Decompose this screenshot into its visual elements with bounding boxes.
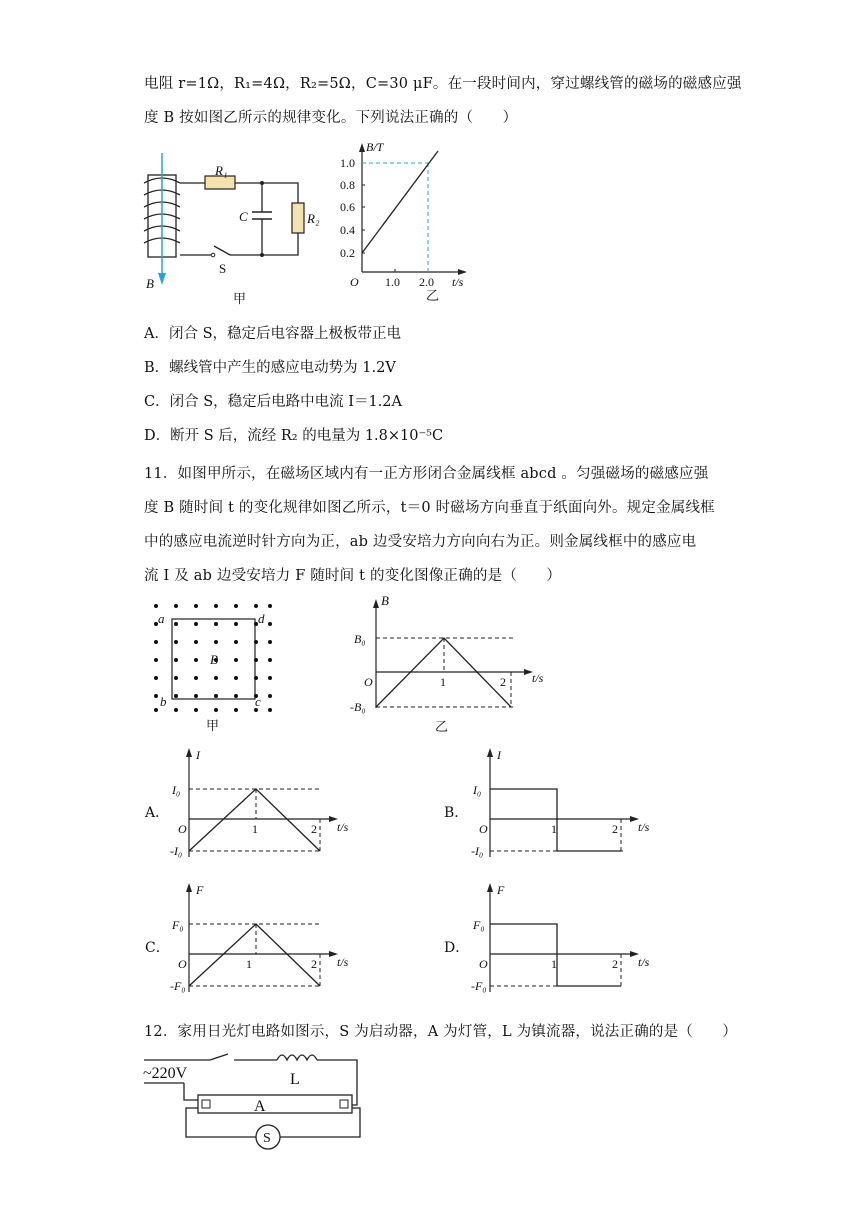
q11-line-4: 流 I 及 ab 边受安培力 F 随时间 t 的变化图像正确的是（ ） xyxy=(144,568,562,584)
svg-text:2: 2 xyxy=(311,822,317,836)
field-dot xyxy=(194,640,198,644)
svg-text:0.4: 0.4 xyxy=(340,223,355,237)
field-dot xyxy=(174,694,178,698)
q11-line-1: 11．如图甲所示，在磁场区域内有一正方形闭合金属线框 abcd 。匀强磁场的磁感应强 xyxy=(144,466,709,482)
q10-option-a: A．闭合 S，稳定后电容器上极板带正电 xyxy=(144,326,402,342)
s-label: S xyxy=(219,261,227,276)
starter-label: S xyxy=(263,1131,271,1146)
option-c-label: C． xyxy=(145,940,170,956)
field-dot xyxy=(154,676,158,680)
svg-text:1: 1 xyxy=(252,822,258,836)
field-dot xyxy=(254,676,258,680)
svg-text:O: O xyxy=(178,957,187,971)
field-dot xyxy=(268,658,272,662)
svg-text:1: 1 xyxy=(551,822,557,836)
field-dot xyxy=(174,640,178,644)
q10-circuit-diagram xyxy=(140,145,320,306)
svg-text:I: I xyxy=(196,748,200,762)
option-d-label: D． xyxy=(444,940,470,956)
svg-text:O: O xyxy=(178,822,187,836)
svg-text:1: 1 xyxy=(551,957,557,971)
field-dot xyxy=(268,708,272,712)
svg-text:t/s: t/s xyxy=(337,820,349,834)
field-dot xyxy=(234,604,238,608)
option-a-graph xyxy=(170,745,355,865)
svg-text:F: F xyxy=(196,883,204,897)
field-dot xyxy=(194,676,198,680)
svg-text:B/T: B/T xyxy=(366,140,384,154)
field-dot xyxy=(154,694,158,698)
field-dot xyxy=(234,708,238,712)
field-dot xyxy=(194,694,198,698)
voltage-label: ~220V xyxy=(143,1065,188,1082)
field-dot xyxy=(194,622,198,626)
c-label: C xyxy=(239,209,248,224)
svg-text:B: B xyxy=(381,593,389,608)
q10-option-c: C．闭合 S，稳定后电路中电流 I＝1.2A xyxy=(144,394,403,410)
svg-text:b: b xyxy=(160,694,167,709)
q10-option-b: B．螺线管中产生的感应电动势为 1.2V xyxy=(144,360,396,376)
svg-text:t/s: t/s xyxy=(638,955,650,969)
field-dot xyxy=(268,640,272,644)
b-label: B xyxy=(146,276,154,291)
svg-text:0.6: 0.6 xyxy=(340,200,355,214)
svg-text:2.0: 2.0 xyxy=(419,275,434,289)
svg-text:-I₀: -I₀ xyxy=(471,844,484,858)
svg-text:1.0: 1.0 xyxy=(340,156,355,170)
option-a-label: A． xyxy=(145,805,170,821)
field-dot xyxy=(154,658,158,662)
field-dot xyxy=(174,658,178,662)
svg-text:0.2: 0.2 xyxy=(340,246,355,260)
q10-bt-graph xyxy=(340,140,480,305)
option-b-label: B． xyxy=(444,805,469,821)
svg-text:a: a xyxy=(158,611,165,626)
field-dot xyxy=(214,622,218,626)
svg-text:0.8: 0.8 xyxy=(340,178,355,192)
svg-text:t/s: t/s xyxy=(452,275,464,289)
q12-fluorescent-circuit xyxy=(142,1050,372,1155)
field-dot xyxy=(234,676,238,680)
field-dot xyxy=(174,676,178,680)
option-b-graph xyxy=(471,745,656,865)
svg-text:-F₀: -F₀ xyxy=(170,979,186,993)
inductor-label: L xyxy=(290,1071,300,1088)
q12-line-1: 12．家用日光灯电路如图示，S 为启动器，A 为灯管，L 为镇流器，说法正确的是（ ） xyxy=(144,1024,738,1040)
field-dot xyxy=(234,640,238,644)
fig-yi-caption: 乙 xyxy=(426,288,440,303)
q11-line-2: 度 B 随时间 t 的变化规律如图乙所示，t＝0 时磁场方向垂直于纸面向外。规定金属线框 xyxy=(144,500,715,516)
svg-text:2: 2 xyxy=(612,957,618,971)
svg-text:d: d xyxy=(258,611,265,626)
svg-text:c: c xyxy=(255,694,261,709)
svg-text:2: 2 xyxy=(311,957,317,971)
field-dot xyxy=(268,694,272,698)
svg-text:t/s: t/s xyxy=(337,955,349,969)
field-dot xyxy=(254,658,258,662)
q10-line-1: 电阻 r=1Ω，R₁=4Ω，R₂=5Ω，C=30 μF。在一段时间内，穿过螺线管的磁场的磁感应强 xyxy=(144,76,742,92)
svg-text:F₀: F₀ xyxy=(172,918,184,932)
svg-text:O: O xyxy=(364,675,373,689)
svg-text:-I₀: -I₀ xyxy=(170,844,183,858)
field-dot xyxy=(194,658,198,662)
q10-line-2: 度 B 按如图乙所示的规律变化。下列说法正确的（ ） xyxy=(144,110,518,126)
q11-bt-graph xyxy=(350,594,565,739)
field-dot xyxy=(234,658,238,662)
svg-text:F: F xyxy=(497,883,505,897)
svg-text:O: O xyxy=(479,957,488,971)
tube-label: A xyxy=(254,1098,266,1115)
q11-fig-jia-caption: 甲 xyxy=(206,718,220,733)
svg-text:I₀: I₀ xyxy=(473,783,482,797)
option-d-graph xyxy=(471,880,656,1000)
fig-jia-caption: 甲 xyxy=(233,291,247,306)
field-dot xyxy=(174,708,178,712)
svg-text:1.0: 1.0 xyxy=(385,275,400,289)
field-dot xyxy=(254,640,258,644)
q11-field-diagram xyxy=(150,602,275,737)
r2-label: R₂ xyxy=(307,211,320,226)
field-dot xyxy=(154,640,158,644)
field-dot xyxy=(268,676,272,680)
q11-line-3: 中的感应电流逆时针方向为正，ab 边受安培力方向向右为正。则金属线框中的感应电 xyxy=(144,534,697,550)
svg-text:I₀: I₀ xyxy=(172,783,181,797)
svg-text:B₀: B₀ xyxy=(354,632,366,646)
field-dot xyxy=(174,622,178,626)
field-dot xyxy=(214,694,218,698)
svg-text:-F₀: -F₀ xyxy=(471,979,487,993)
field-dot xyxy=(234,694,238,698)
field-dot xyxy=(268,622,272,626)
field-dot xyxy=(234,622,238,626)
svg-text:2: 2 xyxy=(500,675,506,689)
svg-text:O: O xyxy=(479,822,488,836)
svg-text:t/s: t/s xyxy=(638,820,650,834)
field-dot xyxy=(154,708,158,712)
field-dot xyxy=(214,708,218,712)
svg-text:t/s: t/s xyxy=(532,671,544,685)
svg-text:F₀: F₀ xyxy=(473,918,485,932)
option-c-graph xyxy=(170,880,355,1000)
field-dot xyxy=(194,708,198,712)
svg-text:1: 1 xyxy=(246,957,252,971)
q10-option-d: D．断开 S 后，流经 R₂ 的电量为 1.8×10⁻⁵C xyxy=(144,428,444,444)
svg-text:B: B xyxy=(210,652,218,667)
field-dot xyxy=(254,604,258,608)
field-dot xyxy=(154,604,158,608)
svg-text:1: 1 xyxy=(440,675,446,689)
svg-text:2: 2 xyxy=(612,822,618,836)
q11-fig-yi-caption: 乙 xyxy=(435,719,449,734)
svg-text:O: O xyxy=(350,275,359,289)
field-dot xyxy=(174,604,178,608)
field-dot xyxy=(214,676,218,680)
field-dot xyxy=(194,604,198,608)
field-dot xyxy=(214,604,218,608)
field-dot xyxy=(268,604,272,608)
svg-text:-B₀: -B₀ xyxy=(350,700,366,714)
svg-text:I: I xyxy=(497,748,501,762)
field-dot xyxy=(214,640,218,644)
r1-label: R₁ xyxy=(215,163,228,178)
